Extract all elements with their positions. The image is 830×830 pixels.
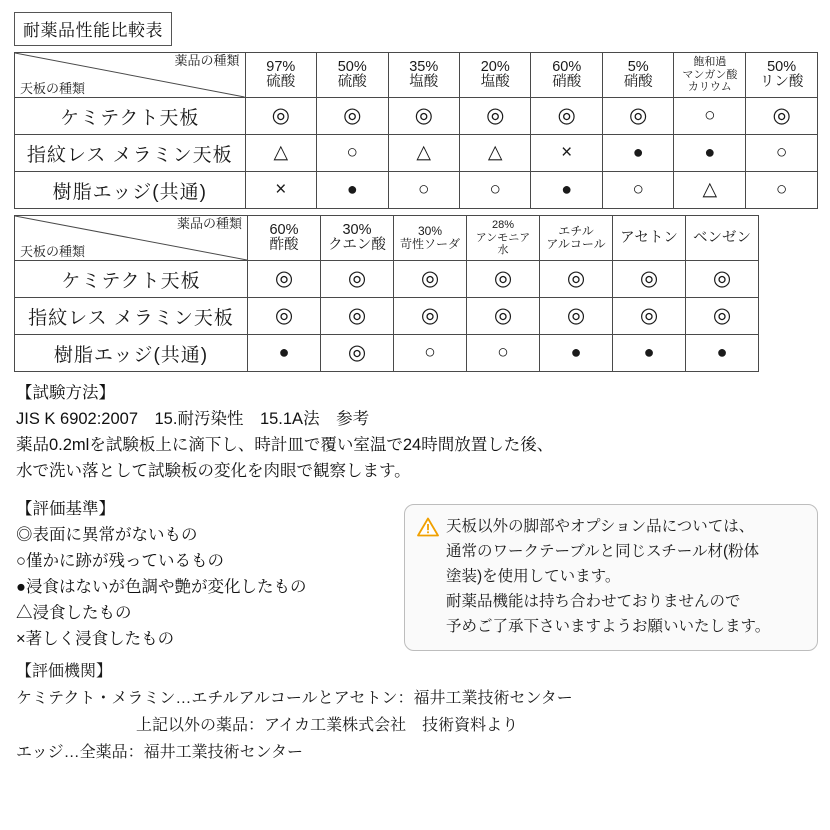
rating-cell <box>317 172 388 209</box>
row-label: 指紋レス メラミン天板 <box>15 298 248 335</box>
rating-cell <box>613 298 686 335</box>
column-header-6 <box>613 216 686 261</box>
column-header-7 <box>686 216 759 261</box>
chemical-resistance-table-1 <box>14 52 818 209</box>
table-row <box>15 261 759 298</box>
rating-cell <box>602 172 673 209</box>
table-header-row <box>15 53 818 98</box>
column-header-line: 苛性ソーダ <box>399 237 460 251</box>
rating-cell <box>248 298 321 335</box>
warning-line-4: 耐薬品機能は持ち合わせておりませんので <box>446 593 741 610</box>
column-header-line: 97% <box>266 59 296 75</box>
rating-cell <box>459 135 530 172</box>
rating-symbol: ◎ <box>493 266 513 290</box>
column-header-8 <box>746 53 818 98</box>
rating-cell <box>531 172 602 209</box>
rating-symbol: ◎ <box>639 266 659 290</box>
rating-cell <box>394 261 467 298</box>
rating-symbol: ◎ <box>712 266 732 290</box>
rating-cell <box>459 98 530 135</box>
row-label: 樹脂エッジ(共通) <box>15 172 246 209</box>
rating-symbol: ● <box>716 342 728 362</box>
table-row <box>15 335 759 372</box>
rating-cell <box>467 298 540 335</box>
column-header-line: 飽和過 <box>693 56 727 69</box>
evaluation-agency-line-2: 上記以外の薬品：アイカ工業株式会社 技術資料より <box>136 717 519 734</box>
rating-symbol: ◎ <box>274 303 294 327</box>
column-header-line: エチル <box>558 223 594 238</box>
rating-symbol: △ <box>487 142 503 163</box>
column-header-line: 50% <box>767 59 797 75</box>
rating-cell <box>317 135 388 172</box>
rating-cell <box>540 298 613 335</box>
test-method-heading: 【試験方法】 <box>16 384 115 402</box>
column-header-line: 酢酸 <box>269 237 299 253</box>
column-header-line: カリウム <box>687 81 732 94</box>
column-header-line: 20% <box>480 59 510 75</box>
column-header-line: 30% <box>342 222 372 238</box>
column-header-line: 60% <box>552 59 582 75</box>
test-method-line-2: 薬品0.2mlを試験板上に滴下し、時計皿で覆い室温で24時間放置した後、 <box>16 436 554 454</box>
rating-symbol: ◎ <box>347 340 367 364</box>
rating-cell <box>686 298 759 335</box>
rating-symbol: ○ <box>704 105 716 126</box>
corner-label-columns: 薬品の種類 <box>176 216 242 231</box>
rating-cell <box>248 261 321 298</box>
column-header-5 <box>531 53 602 98</box>
table-row <box>15 298 759 335</box>
table-corner-header <box>15 216 248 261</box>
table-corner-header <box>15 53 246 98</box>
rating-cell <box>245 172 316 209</box>
column-header-line: アンモニア <box>475 231 531 244</box>
table-header-row <box>15 216 759 261</box>
rating-cell <box>248 335 321 372</box>
column-header-1 <box>245 53 316 98</box>
rating-symbol: ◎ <box>347 303 367 327</box>
criteria-and-warning-section <box>12 488 818 652</box>
rating-symbol: ◎ <box>347 266 367 290</box>
corner-label-columns: 薬品の種類 <box>174 53 240 68</box>
rating-cell <box>321 261 394 298</box>
column-header-line: 水 <box>497 244 509 257</box>
evaluation-criteria-section <box>16 496 396 652</box>
column-header-line: 硝酸 <box>552 74 582 90</box>
rating-symbol: ◎ <box>772 103 791 127</box>
rating-cell <box>245 135 316 172</box>
chemical-resistance-table-2 <box>14 215 759 372</box>
rating-symbol: ○ <box>775 179 788 200</box>
rating-symbol: ◎ <box>271 103 290 127</box>
column-header-line: アルコール <box>546 237 606 251</box>
column-header-3 <box>394 216 467 261</box>
rating-cell <box>602 98 673 135</box>
rating-symbol: ◎ <box>629 103 648 127</box>
evaluation-agency-section <box>16 658 818 766</box>
column-header-2 <box>321 216 394 261</box>
column-header-line: 硝酸 <box>623 74 653 90</box>
rating-cell <box>394 335 467 372</box>
rating-cell <box>467 335 540 372</box>
rating-symbol: ● <box>570 342 582 362</box>
rating-symbol: × <box>561 142 573 163</box>
rating-cell <box>602 135 673 172</box>
rating-symbol: ● <box>346 179 358 199</box>
evaluation-criteria-heading: 【評価基準】 <box>16 500 115 518</box>
criteria-item: ○僅かに跡が残っているもの <box>16 552 224 570</box>
column-header-line: 5% <box>627 59 649 75</box>
column-header-line: クエン酸 <box>328 237 386 253</box>
row-label: 樹脂エッジ(共通) <box>15 335 248 372</box>
rating-symbol: ● <box>643 342 655 362</box>
criteria-item: ×著しく浸食したもの <box>16 630 175 648</box>
rating-cell <box>746 135 818 172</box>
rating-symbol: ○ <box>775 142 788 163</box>
rating-symbol: ○ <box>489 179 501 200</box>
rating-symbol: ○ <box>418 179 430 200</box>
column-header-line: アセトン <box>620 229 678 246</box>
rating-symbol: ◎ <box>493 303 513 327</box>
column-header-1 <box>248 216 321 261</box>
rating-cell <box>321 335 394 372</box>
column-header-line: 硫酸 <box>266 74 296 90</box>
corner-label-rows: 天板の種類 <box>20 244 86 259</box>
test-method-section <box>16 380 818 484</box>
rating-cell <box>459 172 530 209</box>
rating-symbol: ◎ <box>639 303 659 327</box>
rating-symbol: × <box>275 179 287 200</box>
column-header-line: 35% <box>409 59 439 75</box>
column-header-5 <box>540 216 613 261</box>
warning-line-2: 通常のワークテーブルと同じスチール材(粉体 <box>446 543 760 560</box>
rating-symbol: ◎ <box>557 103 576 127</box>
criteria-item: ◎表面に異常がないもの <box>16 526 198 544</box>
column-header-3 <box>388 53 459 98</box>
rating-symbol: ● <box>278 342 290 362</box>
rating-symbol: ● <box>704 142 716 162</box>
rating-symbol: △ <box>416 142 432 163</box>
criteria-item: △浸食したもの <box>16 604 132 622</box>
page-title: 耐薬品性能比較表 <box>14 12 172 46</box>
rating-cell <box>686 261 759 298</box>
rating-symbol: ◎ <box>486 103 505 127</box>
rating-symbol: ● <box>632 142 644 162</box>
column-header-7 <box>674 53 746 98</box>
rating-symbol: ◎ <box>414 103 433 127</box>
warning-line-3: 塗装)を使用しています。 <box>446 568 621 585</box>
rating-symbol: ◎ <box>566 303 586 327</box>
rating-cell <box>746 98 818 135</box>
row-label: ケミテクト天板 <box>15 261 248 298</box>
rating-cell <box>245 98 316 135</box>
rating-cell <box>540 261 613 298</box>
warning-callout <box>404 504 818 651</box>
rating-cell <box>613 261 686 298</box>
evaluation-agency-line-1: ケミテクト・メラミン…エチルアルコールとアセトン：福井工業技術センター <box>16 690 573 707</box>
column-header-line: 硫酸 <box>337 74 367 90</box>
criteria-item: ●浸食はないが色調や艶が変化したもの <box>16 578 307 596</box>
corner-label-rows: 天板の種類 <box>20 81 86 96</box>
warning-line-5: 予めご了承下さいますようお願いいたします。 <box>446 618 771 635</box>
column-header-line: 60% <box>269 222 299 238</box>
rating-symbol: ◎ <box>420 266 440 290</box>
column-header-line: 28% <box>491 219 515 232</box>
rating-cell <box>531 135 602 172</box>
rating-symbol: ◎ <box>343 103 362 127</box>
rating-symbol: △ <box>702 179 718 200</box>
rating-symbol: ● <box>561 179 573 199</box>
rating-cell <box>531 98 602 135</box>
rating-cell <box>388 98 459 135</box>
table-row <box>15 135 818 172</box>
column-header-4 <box>459 53 530 98</box>
table-row <box>15 98 818 135</box>
rating-cell <box>394 298 467 335</box>
column-header-line: 塩酸 <box>480 74 510 90</box>
column-header-line: マンガン酸 <box>682 68 738 81</box>
rating-symbol: ◎ <box>274 266 294 290</box>
rating-cell <box>540 335 613 372</box>
column-header-line: 30% <box>417 223 443 238</box>
rating-cell <box>321 298 394 335</box>
rating-symbol: ◎ <box>566 266 586 290</box>
column-header-line: 塩酸 <box>409 74 439 90</box>
column-header-line: ベンゼン <box>693 229 751 246</box>
column-header-6 <box>602 53 673 98</box>
rating-cell <box>388 135 459 172</box>
rating-cell <box>674 135 746 172</box>
table-row <box>15 172 818 209</box>
rating-cell <box>674 172 746 209</box>
test-method-line-1: JIS K 6902:2007 15.耐汚染性 15.1A法 参考 <box>16 410 370 428</box>
rating-cell <box>613 335 686 372</box>
column-header-2 <box>317 53 388 98</box>
evaluation-agency-line-3: エッジ…全薬品：福井工業技術センター <box>16 744 304 761</box>
row-label: ケミテクト天板 <box>15 98 246 135</box>
rating-symbol: ○ <box>346 142 358 163</box>
warning-triangle-icon <box>417 517 439 639</box>
rating-symbol: ◎ <box>712 303 732 327</box>
warning-line-1: 天板以外の脚部やオプション品については、 <box>446 518 755 535</box>
rating-symbol: ○ <box>497 342 509 363</box>
rating-symbol: ○ <box>632 179 644 200</box>
rating-symbol: ○ <box>424 342 436 363</box>
rating-cell <box>388 172 459 209</box>
rating-symbol: ◎ <box>420 303 440 327</box>
column-header-4 <box>467 216 540 261</box>
test-method-line-3: 水で洗い落として試験板の変化を肉眼で観察します。 <box>16 462 411 480</box>
rating-cell <box>674 98 746 135</box>
column-header-line: リン酸 <box>759 74 804 90</box>
rating-cell <box>467 261 540 298</box>
rating-symbol: △ <box>273 142 289 163</box>
row-label: 指紋レス メラミン天板 <box>15 135 246 172</box>
column-header-line: 50% <box>337 59 367 75</box>
evaluation-agency-heading: 【評価機関】 <box>16 663 113 680</box>
rating-cell <box>686 335 759 372</box>
rating-cell <box>317 98 388 135</box>
rating-cell <box>746 172 818 209</box>
